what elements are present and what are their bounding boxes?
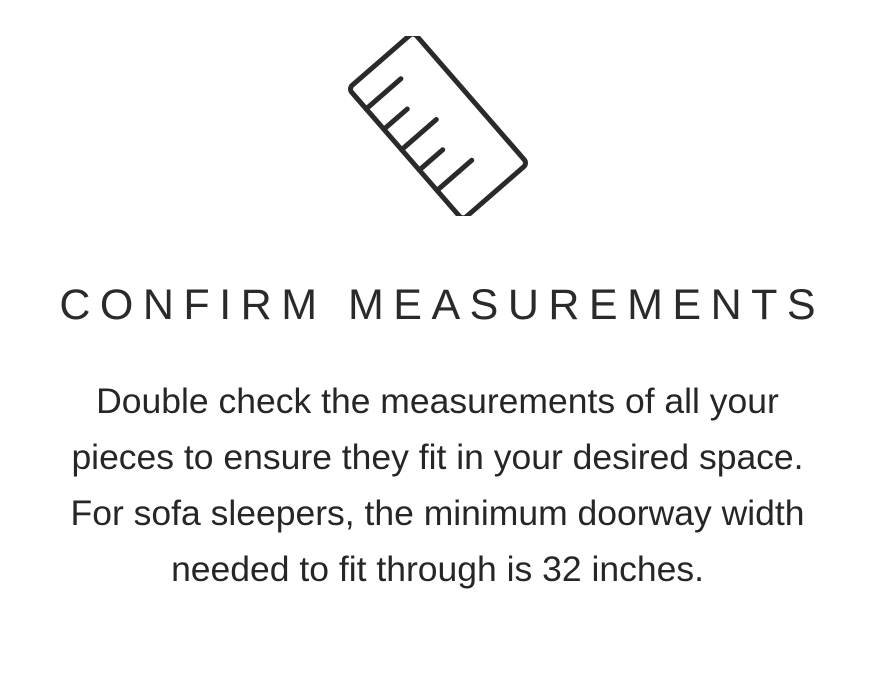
icon-container [0, 26, 875, 226]
ruler-icon [338, 36, 538, 216]
page-title: CONFIRM MEASUREMENTS [59, 281, 826, 329]
description-text: Double check the measurements of all your pieces to ensure they fit in your desired space. For sofa sleepers, the minimum doorway width needed to fit through is 32 inches. [70, 381, 805, 590]
